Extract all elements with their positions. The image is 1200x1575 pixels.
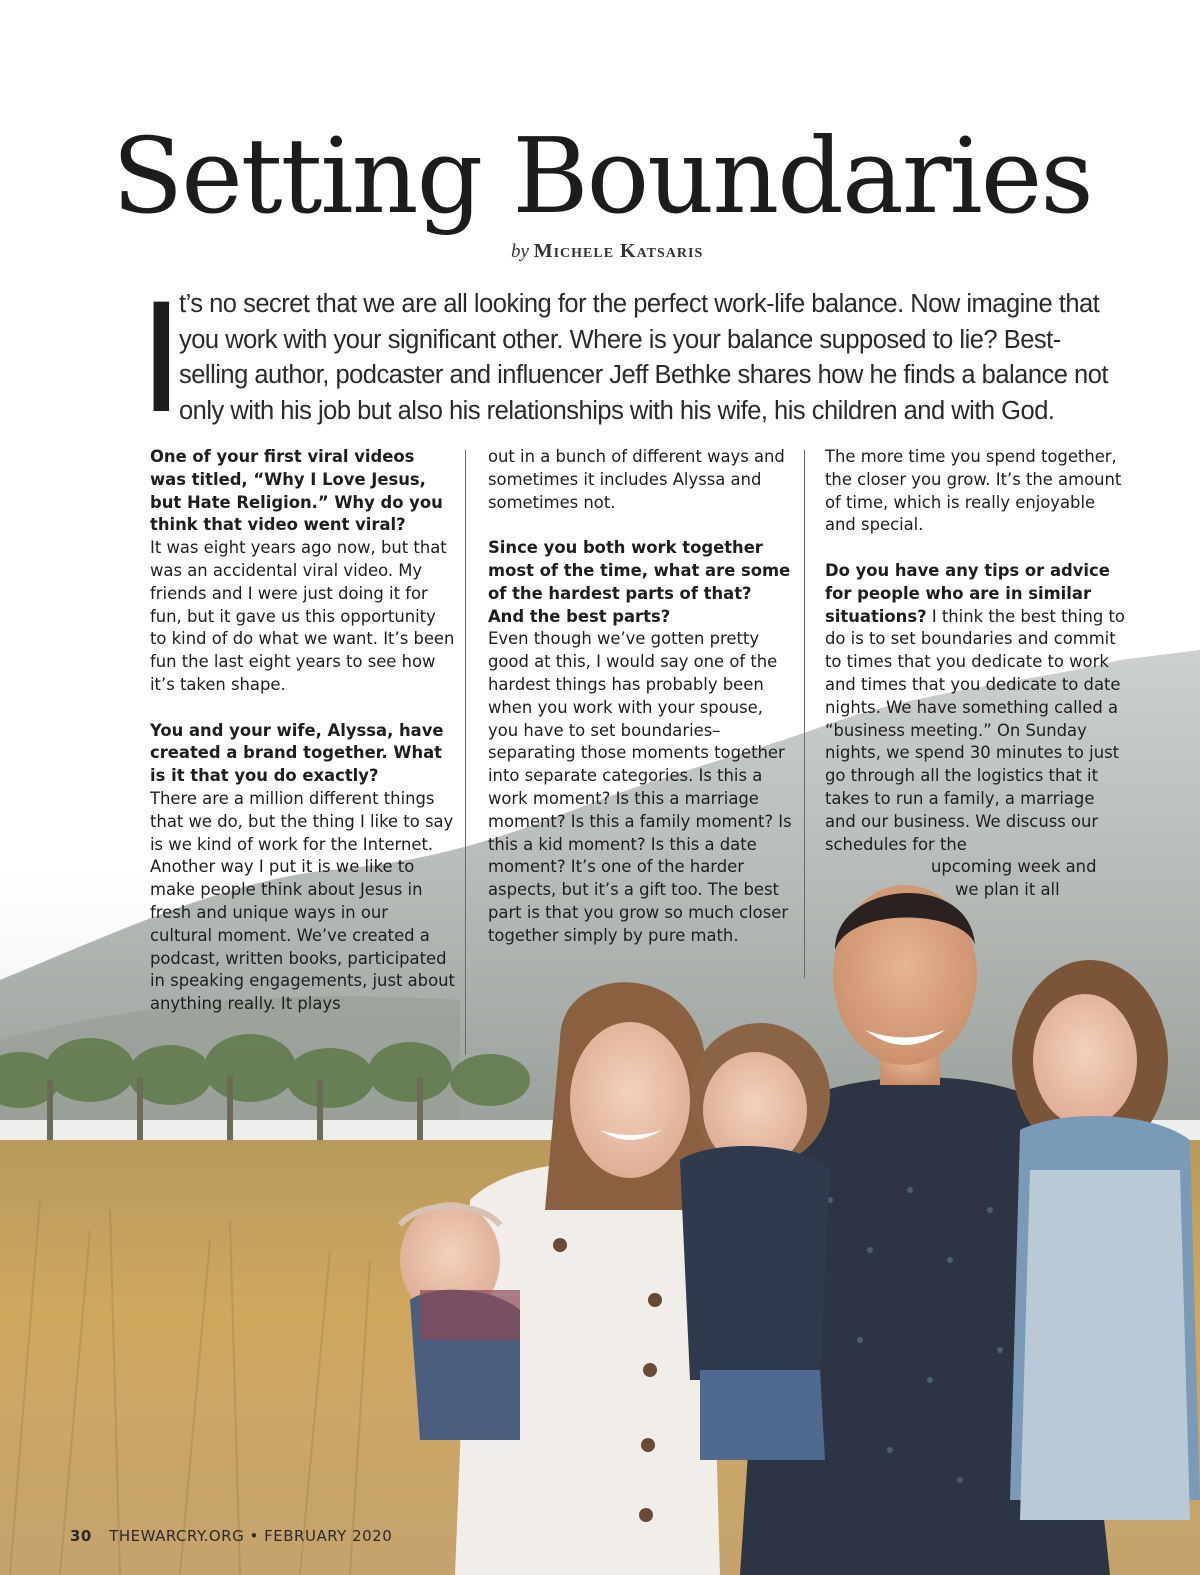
column-divider-2 bbox=[804, 450, 805, 978]
column-3 bbox=[825, 446, 1130, 902]
question-2: You and your wife, Alyssa, have created a brand together. What is it that you do exactly? bbox=[150, 720, 444, 786]
answer-4-tail-1: upcoming week and bbox=[931, 857, 1097, 877]
answer-3-continued: The more time you spend together, the closer you grow. It’s the amount of time, which is really enjoyable and special. bbox=[825, 447, 1122, 535]
page-number: 30 bbox=[70, 1527, 92, 1545]
answer-1: It was eight years ago now, but that was an accidental viral video. My friends and I were just doing it for fun, but it gave us this opportunity to kind of do what we want. It’s been fun the last eight years to see how it’s taken shape. bbox=[150, 538, 455, 694]
footer-site: THEWARCRY.ORG bbox=[109, 1527, 245, 1545]
page-footer bbox=[70, 1527, 392, 1545]
answer-4: I think the best thing to do is to set boundaries and commit to times that you dedicate to work and times that you dedicate to date nights. We have something called a “business meeting.” On Sunday nights, we spend 30 minutes to just go through all the logistics that it takes to run a family, a marriage and our business. We discuss our schedules for the bbox=[825, 606, 1125, 854]
footer-separator: • bbox=[249, 1527, 259, 1545]
byline bbox=[511, 240, 703, 263]
article-title: Setting Boundaries bbox=[112, 115, 1092, 237]
answer-2-continued: out in a bunch of different ways and sometimes it includes Alyssa and sometimes not. bbox=[488, 447, 785, 512]
answer-2: There are a million different things that we do, but the thing I like to say is we kind of work for the Internet. Another way I put it is we like to make people think about Jesus in fresh and unique ways in our cultural moment. We’ve created a podcast, written books, participated in speaking engagements, just about anything really. It plays bbox=[150, 788, 455, 1014]
question-3: Since you both work together most of the time, what are some of the hardest parts of that? And the best parts? bbox=[488, 538, 791, 626]
column-2 bbox=[488, 446, 793, 970]
question-1: One of your first viral videos was titled, “Why I Love Jesus, but Hate Religion.” Why do you think that video went viral? bbox=[150, 447, 443, 535]
drop-cap: I bbox=[146, 273, 177, 447]
answer-4-tail-2: we plan it all bbox=[955, 880, 1060, 900]
qa-4 bbox=[825, 560, 1130, 902]
byline-prefix: by bbox=[511, 241, 529, 262]
byline-author: Michele Katsaris bbox=[533, 240, 704, 262]
column-1 bbox=[150, 446, 455, 1039]
intro-paragraph: t’s no secret that we are all looking for the perfect work-life balance. Now imagine that you work with your significant other. Where is your balance supposed to lie? Best-selling author, podcaster and influencer Jeff Bethke shares how he finds a balance not only with his job but also his relationships with his wife, his children and with God. bbox=[179, 290, 1109, 425]
footer-date: FEBRUARY 2020 bbox=[264, 1527, 393, 1545]
column-divider-1 bbox=[465, 450, 466, 1055]
question-4: Do you have any tips or advice for people who are in similar situations? bbox=[825, 560, 1110, 626]
answer-3: Even though we’ve gotten pretty good at this, I would say one of the hardest things has probably been when you work with your spouse, you have to set boundaries–separating those moments together into separate categories. Is this a work moment? Is this a marriage moment? Is this a family moment? Is this a kid moment? Is this a date moment? It’s one of the harder aspects, but it’s a gift too. The best part is that you grow so much closer together simply by pure math. bbox=[488, 629, 792, 945]
